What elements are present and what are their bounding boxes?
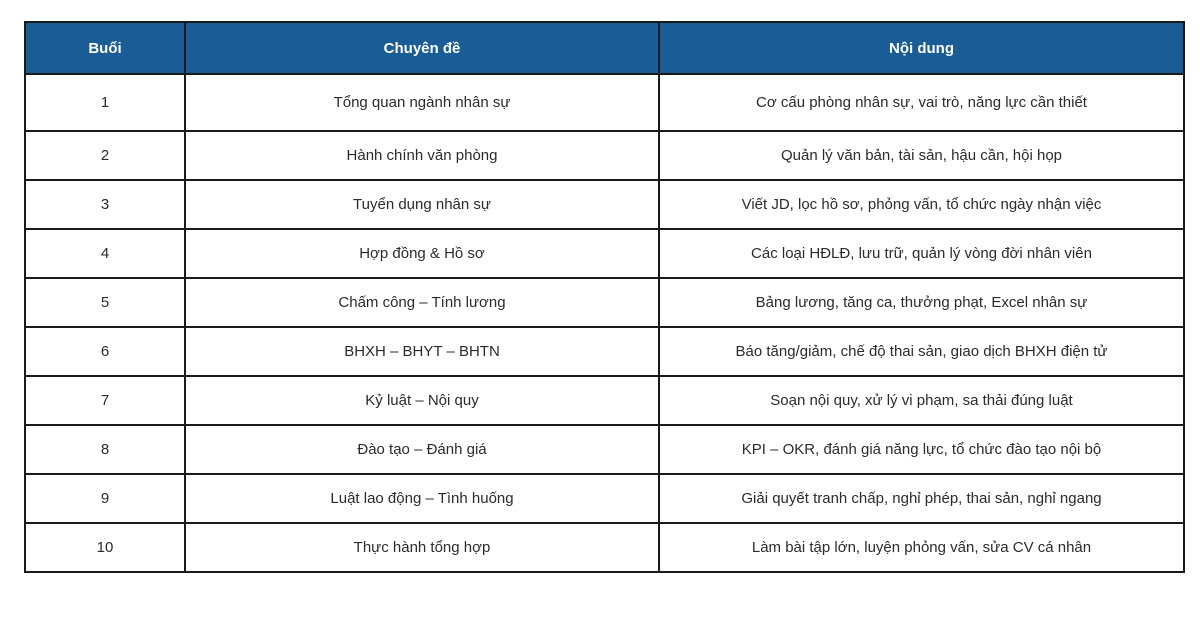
table-row <box>25 74 1184 131</box>
topic-cell: Thực hành tổng hợp <box>185 523 659 572</box>
session-number: 7 <box>25 376 185 425</box>
table-row <box>25 376 1184 425</box>
session-number: 1 <box>25 74 185 131</box>
table-row <box>25 523 1184 572</box>
content-cell: Cơ cấu phòng nhân sự, vai trò, năng lực cần thiết <box>659 74 1184 131</box>
header-topic: Chuyên đề <box>185 22 659 74</box>
content-cell: Bảng lương, tăng ca, thưởng phạt, Excel nhân sự <box>659 278 1184 327</box>
content-cell: Soạn nội quy, xử lý vi phạm, sa thải đúng luật <box>659 376 1184 425</box>
session-number: 9 <box>25 474 185 523</box>
topic-cell: Chấm công – Tính lương <box>185 278 659 327</box>
topic-cell: Hành chính văn phòng <box>185 131 659 180</box>
session-number: 10 <box>25 523 185 572</box>
content-cell: KPI – OKR, đánh giá năng lực, tổ chức đào tạo nội bộ <box>659 425 1184 474</box>
table-row <box>25 278 1184 327</box>
table-header <box>25 22 1184 74</box>
table-row <box>25 180 1184 229</box>
table-row <box>25 229 1184 278</box>
session-number: 8 <box>25 425 185 474</box>
content-cell: Viết JD, lọc hồ sơ, phỏng vấn, tổ chức ngày nhận việc <box>659 180 1184 229</box>
table-row <box>25 327 1184 376</box>
topic-cell: Kỷ luật – Nội quy <box>185 376 659 425</box>
topic-cell: Luật lao động – Tình huống <box>185 474 659 523</box>
content-cell: Giải quyết tranh chấp, nghỉ phép, thai sản, nghỉ ngang <box>659 474 1184 523</box>
session-number: 6 <box>25 327 185 376</box>
content-cell: Báo tăng/giảm, chế độ thai sản, giao dịch BHXH điện tử <box>659 327 1184 376</box>
topic-cell: Tổng quan ngành nhân sự <box>185 74 659 131</box>
topic-cell: Hợp đồng & Hồ sơ <box>185 229 659 278</box>
topic-cell: Đào tạo – Đánh giá <box>185 425 659 474</box>
session-number: 4 <box>25 229 185 278</box>
content-cell: Quản lý văn bản, tài sản, hậu cần, hội họp <box>659 131 1184 180</box>
header-content: Nội dung <box>659 22 1184 74</box>
session-number: 3 <box>25 180 185 229</box>
course-schedule-table <box>24 21 1185 573</box>
table-row <box>25 425 1184 474</box>
header-session: Buổi <box>25 22 185 74</box>
content-cell: Các loại HĐLĐ, lưu trữ, quản lý vòng đời nhân viên <box>659 229 1184 278</box>
content-cell: Làm bài tập lớn, luyện phỏng vấn, sửa CV cá nhân <box>659 523 1184 572</box>
topic-cell: BHXH – BHYT – BHTN <box>185 327 659 376</box>
table-row <box>25 131 1184 180</box>
header-row <box>25 22 1184 74</box>
session-number: 2 <box>25 131 185 180</box>
table-row <box>25 474 1184 523</box>
table-body <box>25 74 1184 572</box>
topic-cell: Tuyển dụng nhân sự <box>185 180 659 229</box>
session-number: 5 <box>25 278 185 327</box>
